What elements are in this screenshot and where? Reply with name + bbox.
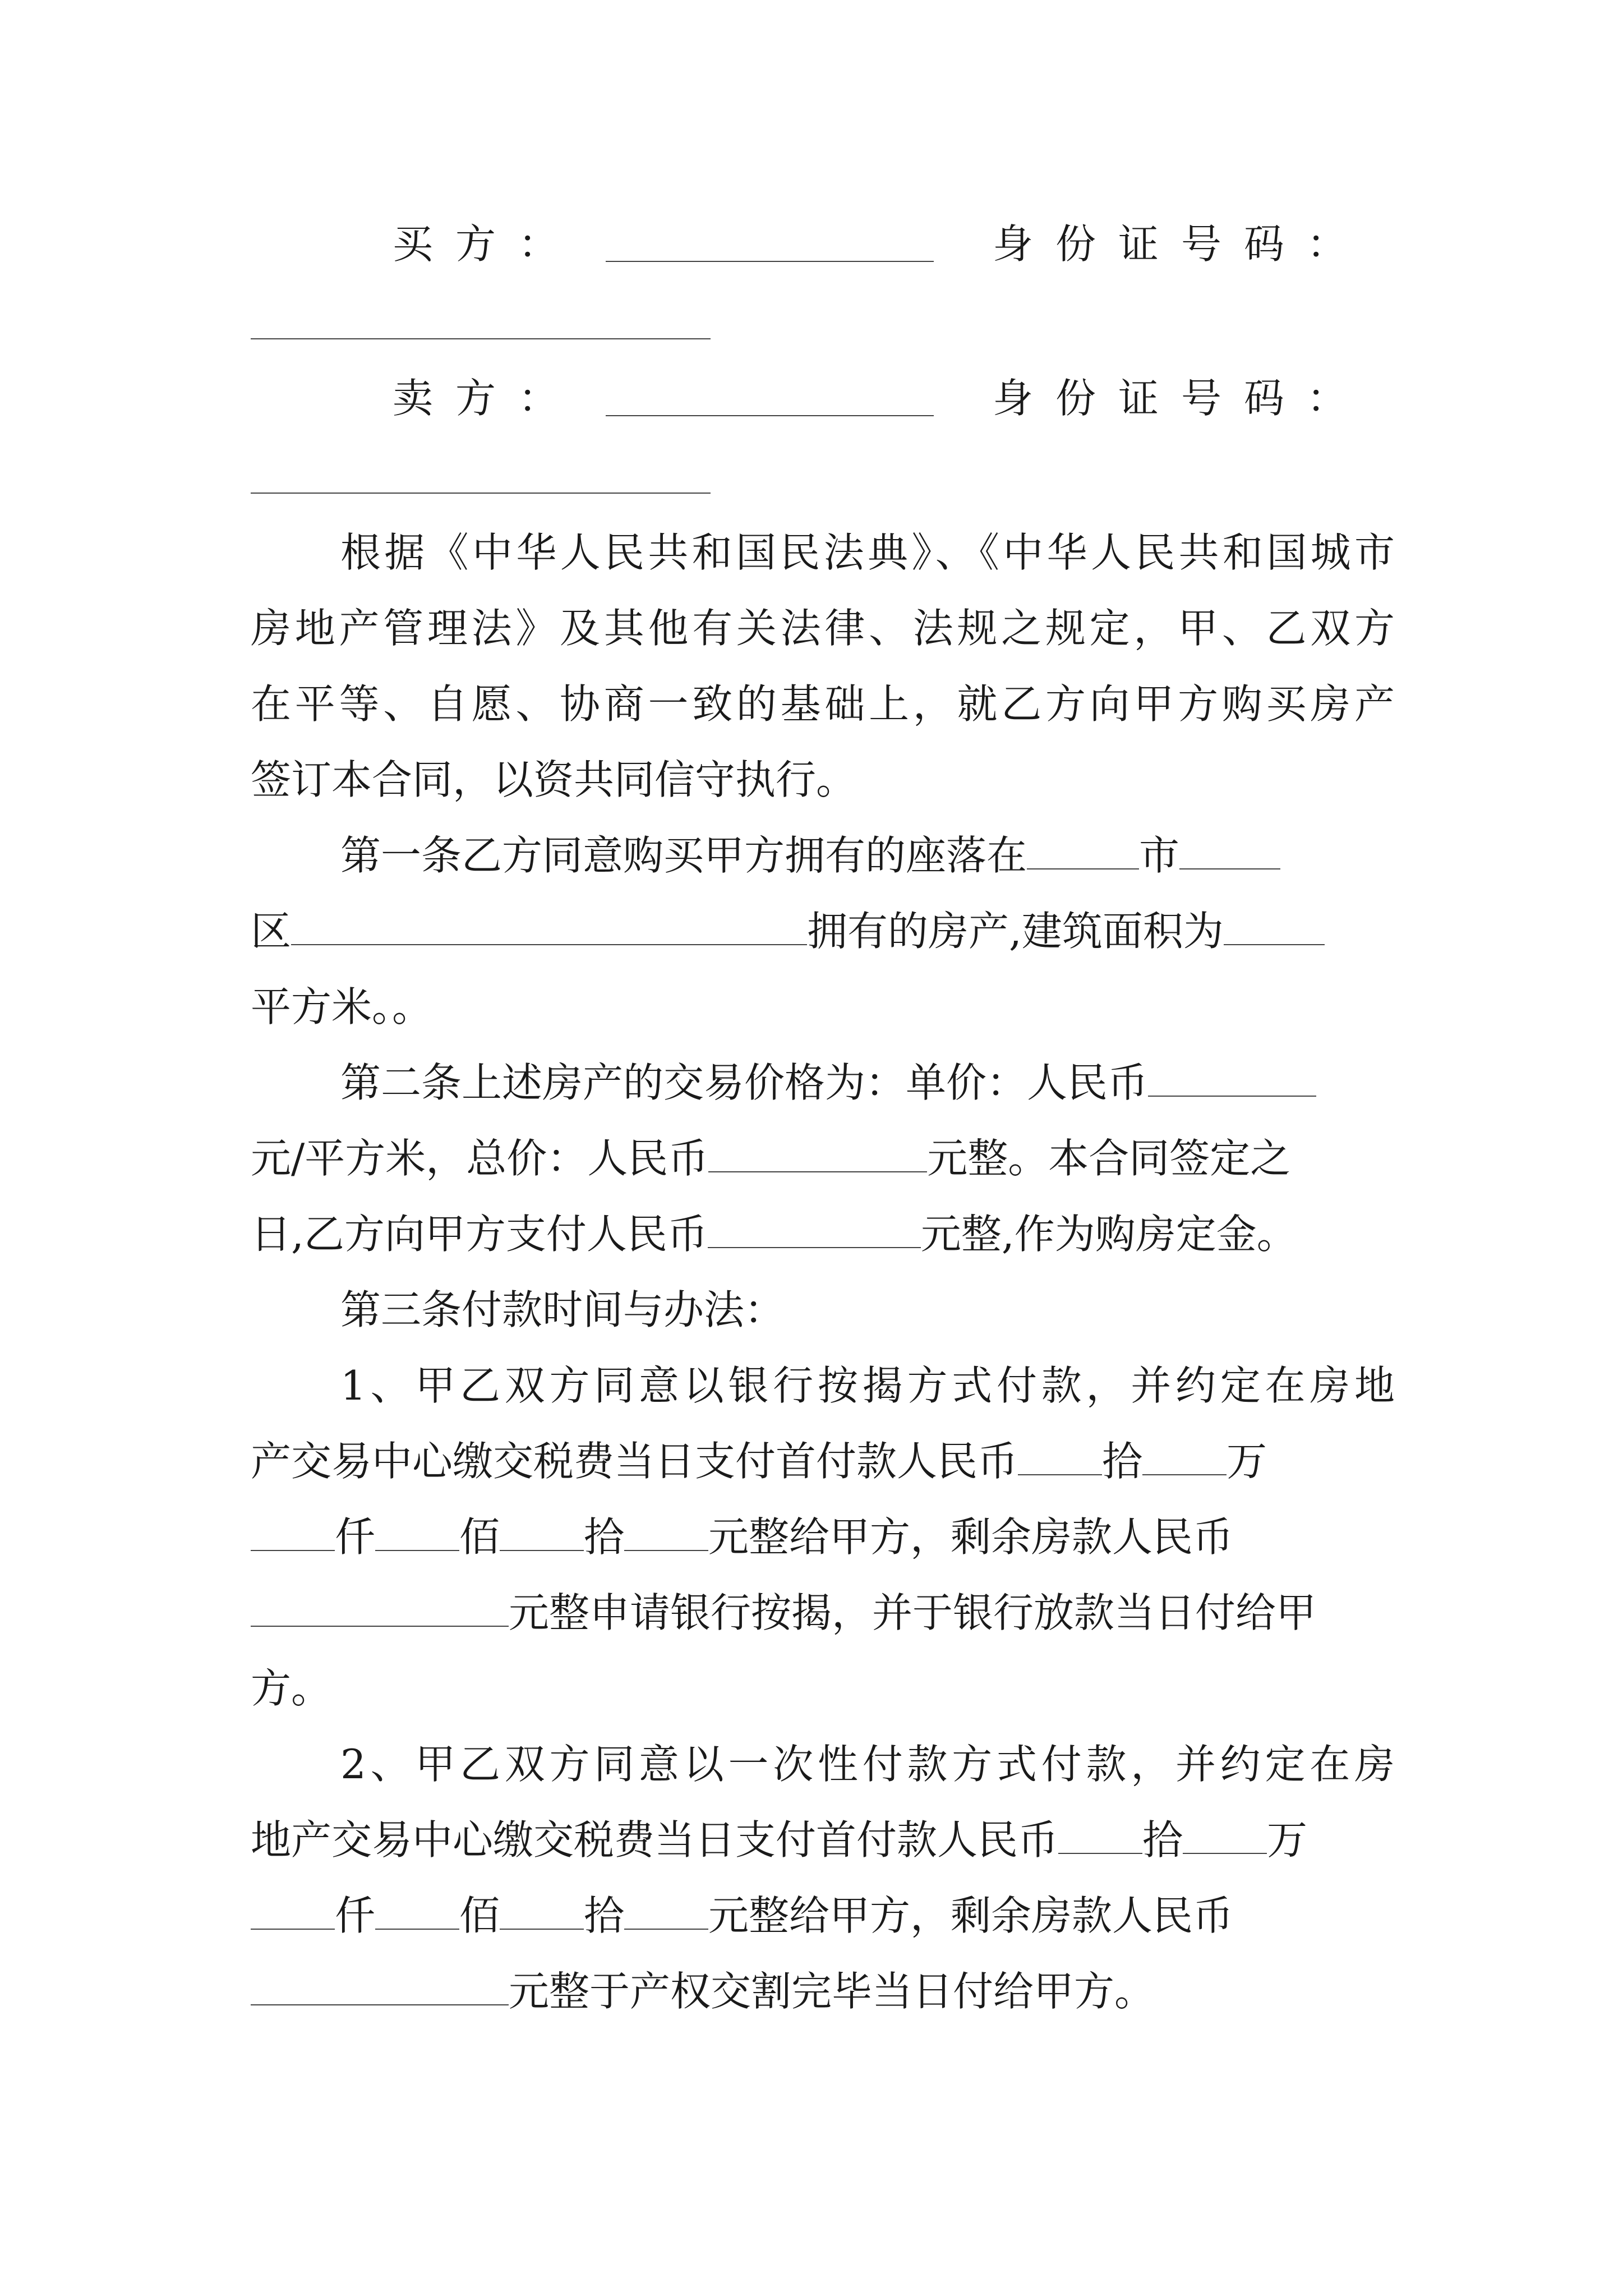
item1-qian-blank[interactable] (251, 1516, 335, 1551)
article3-title: 第三条付款时间与办法： (340, 1286, 785, 1333)
buyer-label: 买方： (393, 220, 582, 268)
address-blank[interactable] (291, 910, 807, 945)
city-blank[interactable] (1027, 835, 1139, 869)
preamble-line-1: 根据《中华人民共和国民法典》、《中华人民共和国城市 (340, 529, 1395, 576)
item1-yuan-blank[interactable] (624, 1516, 708, 1551)
item2-remaining-blank[interactable] (251, 1971, 509, 2005)
article2-line-1: 第二条上述房产的交易价格为：单价：人民币 (340, 1055, 1395, 1111)
area-blank[interactable] (1224, 910, 1325, 945)
preamble-line-3: 在平等、自愿、协商一致的基础上，就乙方向甲方购买房产 (251, 680, 1395, 728)
item2-shiwan-blank[interactable] (1058, 1819, 1142, 1854)
buyer-id-blank[interactable] (251, 338, 711, 339)
item1-line-1: 1、甲乙双方同意以银行按揭方式付款，并约定在房地 (340, 1362, 1395, 1409)
preamble-line-4: 签订本合同，以资共同信守执行。 (251, 756, 857, 803)
item1-shiwan-blank[interactable] (1018, 1441, 1102, 1475)
district-blank[interactable] (1179, 835, 1280, 869)
preamble-line-2: 房地产管理法》及其他有关法律、法规之规定，甲、乙双方 (251, 605, 1395, 652)
item2-wan-blank[interactable] (1183, 1819, 1267, 1854)
article2-line-3: 日,乙方向甲方支付人民币 元整,作为购房定金。 (251, 1211, 1297, 1258)
item1-line-4: 元整申请银行按揭，并于银行放款当日付给甲 (251, 1585, 1395, 1641)
item2-line-2: 地产交易中心缴交税费当日支付首付款人民币 拾 万 (251, 1816, 1308, 1864)
seller-label: 卖方： (393, 375, 582, 422)
item2-line-1: 2、甲乙双方同意以一次性付款方式付款，并约定在房 (340, 1741, 1395, 1788)
article1-line-1: 第一条乙方同意购买甲方拥有的座落在 市 (340, 827, 1395, 884)
item2-yuan-blank[interactable] (624, 1895, 708, 1930)
buyer-id-label: 身份证号码： (993, 220, 1370, 268)
item2-qian-blank[interactable] (251, 1895, 335, 1930)
seller-id-blank[interactable] (251, 493, 711, 494)
seller-id-label: 身份证号码： (993, 375, 1370, 422)
item1-wan-blank[interactable] (1142, 1441, 1227, 1475)
item1-remaining-blank[interactable] (251, 1592, 509, 1627)
item1-shi-blank[interactable] (500, 1516, 584, 1551)
item2-line-4: 元整于产权交割完毕当日付给甲方。 (251, 1963, 1395, 2019)
buyer-name-blank[interactable] (606, 261, 934, 262)
seller-name-blank[interactable] (606, 415, 934, 416)
item1-line-3: 仟 佰 拾 元整给甲方，剩余房款人民币 (251, 1509, 1395, 1565)
item2-shi-blank[interactable] (500, 1895, 584, 1930)
item1-line-5: 方。 (251, 1665, 332, 1712)
item1-bai-blank[interactable] (375, 1516, 459, 1551)
article2-line-2: 元/平方米，总价：人民币 元整。本合同签定之 (251, 1135, 1291, 1182)
article1-line-2: 区 拥有的房产,建筑面积为 (251, 903, 1395, 959)
item2-line-3: 仟 佰 拾 元整给甲方，剩余房款人民币 (251, 1888, 1395, 1944)
item1-line-2: 产交易中心缴交税费当日支付首付款人民币 拾 万 (251, 1438, 1267, 1485)
article1-line-3: 平方米。。 (251, 983, 433, 1030)
deposit-blank[interactable] (708, 1213, 921, 1248)
unit-price-blank[interactable] (1148, 1062, 1316, 1097)
item2-bai-blank[interactable] (375, 1895, 459, 1930)
total-price-blank[interactable] (708, 1138, 927, 1172)
